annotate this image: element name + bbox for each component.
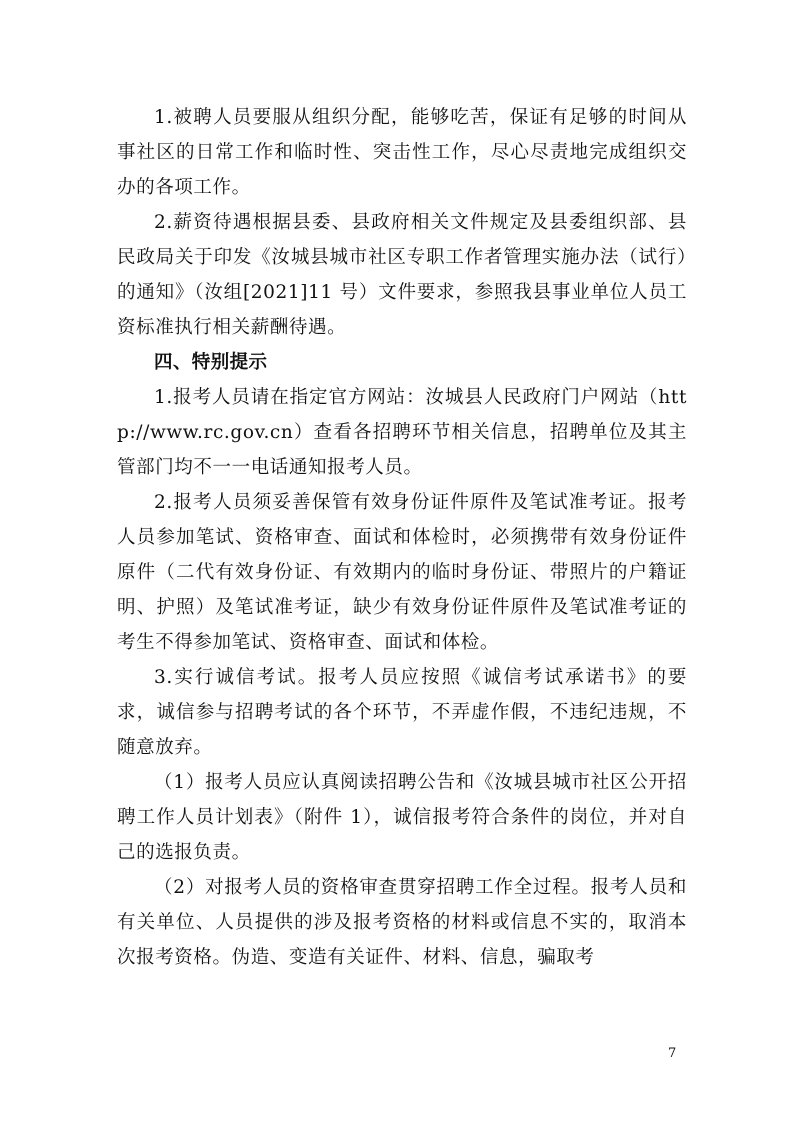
document-body: [117, 100, 687, 975]
paragraph-qualification-review: （2）对报考人员的资格审查贯穿招聘工作全过程。报考人员和有关单位、人员提供的涉及报考资格的材料或信息不实的，取消本次报考资格。伪造、变造有关证件、材料、信息，骗取考: [117, 877, 687, 968]
paragraph-id-documents: 2.报考人员须妥善保管有效身份证件原件及笔试准考证。报考人员参加笔试、资格审查、面试和体检时，必须携带有效身份证件原件（二代有效身份证、有效期内的临时身份证、带照片的户籍证明、护照）及笔试准考证，缺少有效身份证件原件及笔试准考证的考生不得参加笔试、资格审查、面试和体检。: [117, 492, 687, 653]
paragraph-integrity-exam: 3.实行诚信考试。报考人员应按照《诚信考试承诺书》的要求，诚信参与招聘考试的各个环节，不弄虚作假，不违纪违规，不随意放弃。: [117, 667, 687, 758]
page-number: 7: [668, 1046, 677, 1061]
section-heading-special-notice: 四、特别提示: [154, 352, 268, 373]
paragraph-salary: 2.薪资待遇根据县委、县政府相关文件规定及县委组织部、县民政局关于印发《汝城县城市社区专职工作者管理实施办法（试行）的通知》（汝组[2021]11 号）文件要求，参照我县事业单位人员工资标准执行相关薪酬待遇。: [117, 212, 687, 338]
paragraph-read-announcement: （1）报考人员应认真阅读招聘公告和《汝城县城市社区公开招聘工作人员计划表》（附件 1），诚信报考符合条件的岗位，并对自己的选报负责。: [117, 772, 687, 863]
paragraph-official-website: 1.报考人员请在指定官方网站：汝城县人民政府门户网站（http://www.rc.gov.cn）查看各招聘环节相关信息，招聘单位及其主管部门均不一一电话通知报考人员。: [117, 387, 687, 478]
paragraph-duty-assignment: 1.被聘人员要服从组织分配，能够吃苦，保证有足够的时间从事社区的日常工作和临时性、突击性工作，尽心尽责地完成组织交办的各项工作。: [117, 107, 687, 198]
